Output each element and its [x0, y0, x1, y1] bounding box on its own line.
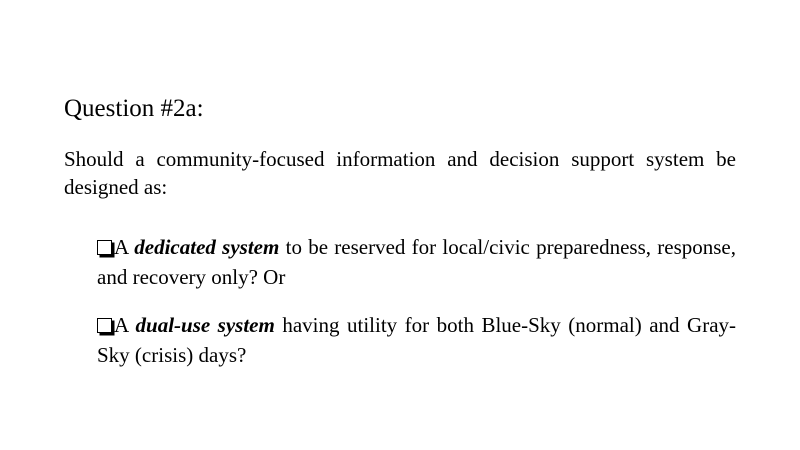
option-dedicated-system — [97, 232, 736, 292]
question-intro: Should a community-focused information and decision support system be designed as: — [64, 147, 736, 199]
option-text: to be reserved for local/civic preparedness, response, and recovery only? Or — [97, 235, 737, 289]
question-title: Question #2a: — [64, 95, 204, 122]
option-prefix: A — [114, 313, 129, 337]
option-text: having utility for both Blue-Sky (normal) and Gray-Sky (crisis) days? — [97, 313, 737, 367]
option-emphasis: dedicated system — [134, 235, 280, 259]
square-bullet-icon — [97, 240, 112, 255]
option-emphasis: dual-use system — [135, 313, 275, 337]
square-bullet-icon — [97, 318, 112, 333]
option-dual-use-system — [97, 310, 736, 370]
option-prefix: A — [114, 235, 129, 259]
